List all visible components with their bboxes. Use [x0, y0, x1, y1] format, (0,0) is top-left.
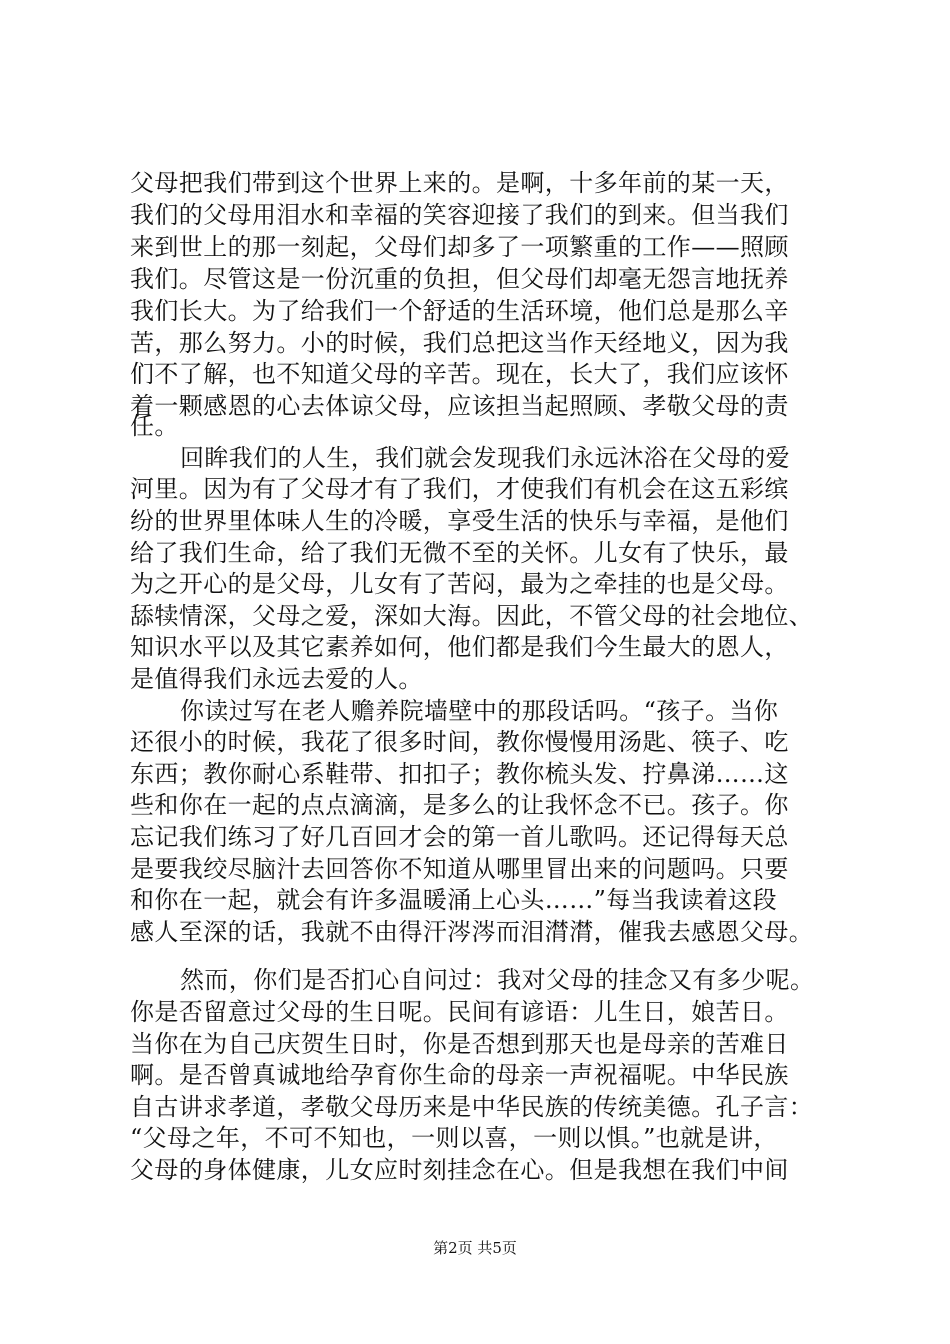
text-line: 苦，那么努力。小的时候，我们总把这当作天经地义，因为我: [130, 329, 789, 357]
text-line: 然而，你们是否扪心自问过：我对父母的挂念又有多少呢。: [180, 966, 815, 994]
text-line: 自古讲求孝道，孝敬父母历来是中华民族的传统美德。孔子言：: [130, 1093, 814, 1121]
text-line: 河里。因为有了父母才有了我们，才使我们有机会在这五彩缤: [130, 475, 789, 503]
text-line: 父母的身体健康，儿女应时刻挂念在心。但是我想在我们中间: [130, 1156, 789, 1184]
text-line: 来到世上的那一刻起，父母们却多了一项繁重的工作——照顾: [130, 233, 789, 261]
text-line: 和你在一起，就会有许多温暖涌上心头……”每当我读着这段: [130, 886, 778, 914]
text-line: 任。: [130, 412, 179, 440]
text-line: 父母把我们带到这个世界上来的。是啊，十多年前的某一天，: [130, 169, 789, 197]
text-line: 些和你在一起的点点滴滴，是多么的让我怀念不已。孩子。你: [130, 791, 789, 819]
text-line: 你读过写在老人赡养院墙壁中的那段话吗。“孩子。当你: [180, 697, 779, 725]
page-footer: 第2页 共5页: [433, 1239, 517, 1257]
text-line: 忘记我们练习了好几百回才会的第一首儿歌吗。还记得每天总: [130, 823, 789, 851]
text-line: 舔犊情深，父母之爱，深如大海。因此，不管父母的社会地位、: [130, 602, 814, 630]
text-line: 是值得我们永远去爱的人。: [130, 665, 423, 693]
text-line: 知识水平以及其它素养如何，他们都是我们今生最大的恩人，: [130, 633, 789, 661]
text-line: 为之开心的是父母，儿女有了苦闷，最为之牵挂的也是父母。: [130, 570, 789, 598]
text-line: 着一颗感恩的心去体谅父母，应该担当起照顾、孝敬父母的责: [130, 392, 789, 420]
text-line: 当你在为自己庆贺生日时，你是否想到那天也是母亲的苦难日: [130, 1030, 789, 1058]
text-line: 东西；教你耐心系鞋带、扣扣子；教你梳头发、拧鼻涕……这: [130, 760, 789, 788]
text-line: 我们。尽管这是一份沉重的负担，但父母们却毫无怨言地抚养: [130, 265, 789, 293]
text-line: 回眸我们的人生，我们就会发现我们永远沐浴在父母的爱: [180, 444, 790, 472]
text-line: 你是否留意过父母的生日呢。民间有谚语：儿生日，娘苦日。: [130, 998, 789, 1026]
text-line: 我们长大。为了给我们一个舒适的生活环境，他们总是那么辛: [130, 297, 789, 325]
text-line: 纷的世界里体味人生的冷暖，享受生活的快乐与幸福，是他们: [130, 507, 789, 535]
text-line: 给了我们生命，给了我们无微不至的关怀。儿女有了快乐，最: [130, 539, 789, 567]
text-line: 感人至深的话，我就不由得汗涔涔而泪潸潸，催我去感恩父母。: [130, 918, 814, 946]
text-line: 啊。是否曾真诚地给孕育你生命的母亲一声祝福呢。中华民族: [130, 1061, 789, 1089]
text-line: “父母之年，不可不知也，一则以喜，一则以惧。”也就是讲，: [130, 1124, 778, 1152]
text-line: 们不了解，也不知道父母的辛苦。现在，长大了，我们应该怀: [130, 360, 789, 388]
text-line: 是要我绞尽脑汁去回答你不知道从哪里冒出来的问题吗。只要: [130, 855, 789, 883]
text-line: 我们的父母用泪水和幸福的笑容迎接了我们的到来。但当我们: [130, 201, 789, 229]
text-line: 还很小的时候，我花了很多时间，教你慢慢用汤匙、筷子、吃: [130, 728, 789, 756]
